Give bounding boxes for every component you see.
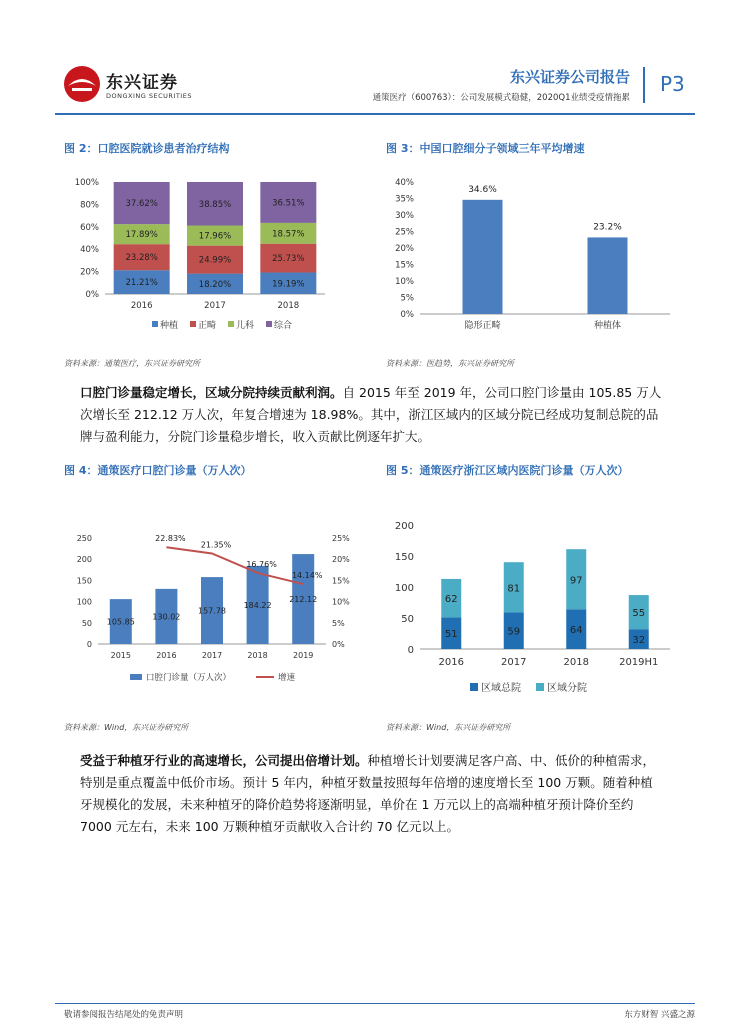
footer-disclaimer: 敬请参阅报告结尾处的免责声明 (64, 1010, 184, 1020)
y-tick-label: 35% (395, 194, 414, 205)
logo-subtext: DONGXING SECURITIES (106, 92, 192, 100)
x-tick-label: 种植体 (593, 321, 622, 331)
data-label: 17.89% (125, 230, 158, 241)
y2-tick-label: 20% (332, 555, 350, 565)
y-tick-label: 150 (394, 552, 414, 563)
y-tick-label: 0% (85, 290, 99, 300)
legend-label: 区域分院 (547, 683, 587, 694)
para1-line1: 自 2015 年至 2019 年，公司口腔门诊量由 105.85 万人 (342, 385, 662, 400)
legend-label: 增速 (278, 673, 296, 683)
y-tick-label: 10% (395, 277, 414, 287)
legend-swatch (228, 321, 234, 327)
para2-line1: 种植增长计划要满足客户高、中、低价的种植需求， (367, 753, 656, 768)
data-label: 81 (507, 583, 521, 595)
y-tick-label: 100% (74, 178, 99, 188)
report-subtitle: 通策医疗（600763）：公司发展模式稳健，2020Q1业绩受疫情拖累 (372, 93, 630, 103)
fig2-source: 资料来源：通策医疗，东兴证券研究所 (64, 359, 200, 368)
legend-swatch (152, 321, 158, 327)
x-tick-label: 2016 (438, 657, 464, 668)
line-label: 16.76% (246, 559, 277, 569)
company-logo (62, 62, 202, 106)
y2-tick-label: 15% (332, 576, 350, 586)
fig2-title: 图 2：口腔医院就诊患者治疗结构 (64, 142, 230, 155)
x-tick-label: 隐形正畸 (464, 321, 501, 331)
paragraph-outpatient (80, 382, 700, 448)
para2-line2: 特别是重点覆盖中低价市场。预计 5 年内，种植牙数量按照每年倍增的速度增长至 100 万颗。随着种植 (80, 775, 653, 790)
fig2-chart (60, 168, 360, 340)
header-rule (55, 113, 695, 115)
line-label: 22.83% (155, 534, 186, 544)
y-tick-label: 15% (395, 260, 414, 271)
y2-tick-label: 10% (332, 597, 350, 607)
x-tick-label: 2018 (277, 301, 300, 311)
para2-line4: 7000 元左右，未来 100 万颗种植牙贡献收入合计约 70 亿元以上。 (80, 819, 459, 834)
y-tick-label: 60% (80, 222, 99, 233)
y2-tick-label: 0% (332, 640, 345, 649)
paragraph-implant-plan (80, 750, 700, 838)
x-tick-label: 2018 (563, 657, 589, 668)
data-label: 97 (569, 575, 583, 587)
x-tick-label: 2017 (204, 301, 226, 311)
data-label: 19.19% (272, 279, 305, 290)
fig3-source: 资料来源：医趋势，东兴证券研究所 (386, 359, 514, 368)
report-brand: 东兴证券公司报告 (509, 68, 630, 86)
data-label: 62 (444, 594, 458, 606)
y-tick-label: 200 (394, 521, 414, 532)
data-label: 23.2% (593, 222, 622, 233)
y-tick-label: 150 (76, 576, 92, 586)
x-tick-label: 2017 (201, 651, 223, 660)
y-tick-label: 100 (76, 597, 92, 607)
legend-swatch (536, 683, 544, 691)
data-label: 184.22 (243, 600, 272, 610)
y2-tick-label: 5% (332, 618, 345, 628)
y2-tick-label: 25% (332, 534, 350, 543)
logo-mark-icon (62, 64, 102, 104)
footer-rule (55, 1003, 695, 1004)
y-tick-label: 30% (395, 211, 414, 221)
data-label: 21.21% (125, 278, 158, 289)
x-tick-label: 2019H1 (619, 657, 659, 668)
legend-swatch (266, 321, 272, 327)
bar (588, 237, 628, 314)
fig4-chart (60, 528, 370, 688)
x-tick-label: 2017 (501, 657, 527, 668)
y-tick-label: 200 (76, 555, 92, 565)
data-label: 25.73% (272, 254, 305, 265)
x-tick-label: 2018 (247, 651, 268, 660)
data-label: 51 (444, 629, 458, 641)
legend-swatch (470, 683, 478, 691)
x-tick-label: 2016 (130, 301, 153, 311)
legend-label: 正畸 (198, 321, 217, 331)
data-label: 105.85 (106, 617, 135, 627)
header-divider (643, 67, 645, 103)
x-tick-label: 2019 (293, 651, 314, 660)
data-label: 64 (569, 625, 583, 637)
legend-label: 儿科 (236, 321, 255, 331)
para1-line3: 牌与盈利能力，分院门诊量稳步增长，收入贡献比例逐年扩大。 (80, 429, 431, 444)
data-label: 55 (632, 608, 646, 620)
y-tick-label: 0 (407, 645, 414, 656)
fig5-title: 图 5：通策医疗浙江区域内医院门诊量（万人次） (386, 464, 629, 477)
data-label: 157.78 (198, 606, 226, 616)
data-label: 24.99% (198, 255, 232, 266)
y-tick-label: 50 (401, 614, 414, 625)
y-tick-label: 40% (80, 245, 99, 256)
fig5-chart (380, 515, 680, 701)
data-label: 34.6% (468, 184, 497, 195)
para1-lead: 口腔门诊量稳定增长，区域分院持续贡献利润。 (80, 385, 343, 400)
fig4-source: 资料来源：Wind，东兴证券研究所 (64, 723, 189, 732)
line-label: 14.14% (291, 571, 323, 581)
data-label: 36.51% (272, 198, 305, 209)
data-label: 38.85% (198, 199, 232, 210)
y-tick-label: 100 (394, 583, 414, 594)
y-tick-label: 80% (80, 200, 99, 211)
legend-swatch (190, 321, 196, 327)
legend-label: 口腔门诊量（万人次） (146, 673, 232, 683)
y-tick-label: 40% (395, 178, 414, 188)
line-label: 21.35% (200, 540, 232, 550)
data-label: 59 (507, 626, 521, 638)
para1-line2: 次增长至 212.12 万人次，年复合增速为 18.98%。其中，浙江区域内的区域分院已经成功复制总院的品 (80, 407, 659, 422)
y-tick-label: 20% (80, 267, 99, 278)
para2-line3: 牙规模化的发展，未来种植牙的降价趋势将逐渐明显，单价在 1 万元以上的高端种植牙预计降价至约 (80, 797, 634, 812)
y-tick-label: 5% (400, 293, 414, 304)
y-tick-label: 20% (395, 244, 414, 254)
page-number: P3 (660, 72, 685, 96)
data-label: 18.20% (198, 279, 232, 290)
x-tick-label: 2015 (110, 651, 131, 660)
legend-label: 种植 (160, 321, 179, 331)
x-tick-label: 2016 (156, 651, 177, 660)
data-label: 18.57% (272, 229, 305, 240)
y-tick-label: 25% (395, 227, 414, 238)
fig3-chart (380, 168, 680, 340)
growth-line (166, 547, 303, 584)
fig3-title: 图 3：中国口腔细分子领域三年平均增速 (386, 142, 585, 155)
logo-name: 东兴证券 (106, 73, 178, 93)
fig5-source: 资料来源：Wind，东兴证券研究所 (386, 723, 511, 732)
legend-label: 区域总院 (481, 683, 521, 694)
y-tick-label: 0% (400, 310, 414, 320)
data-label: 17.96% (198, 231, 232, 242)
y-tick-label: 250 (76, 534, 92, 543)
legend-swatch (130, 674, 142, 680)
y-tick-label: 50 (81, 618, 92, 628)
footer-slogan: 东方财智 兴盛之源 (624, 1010, 695, 1020)
fig4-title: 图 4：通策医疗口腔门诊量（万人次） (64, 464, 252, 477)
data-label: 32 (632, 635, 646, 647)
bar (463, 200, 503, 314)
y-tick-label: 0 (86, 640, 92, 649)
data-label: 37.62% (125, 199, 158, 210)
data-label: 212.12 (289, 595, 318, 605)
data-label: 23.28% (125, 253, 158, 264)
para2-lead: 受益于种植牙行业的高速增长，公司提出倍增计划。 (80, 753, 368, 768)
legend-label: 综合 (274, 321, 293, 331)
data-label: 130.02 (152, 612, 181, 622)
